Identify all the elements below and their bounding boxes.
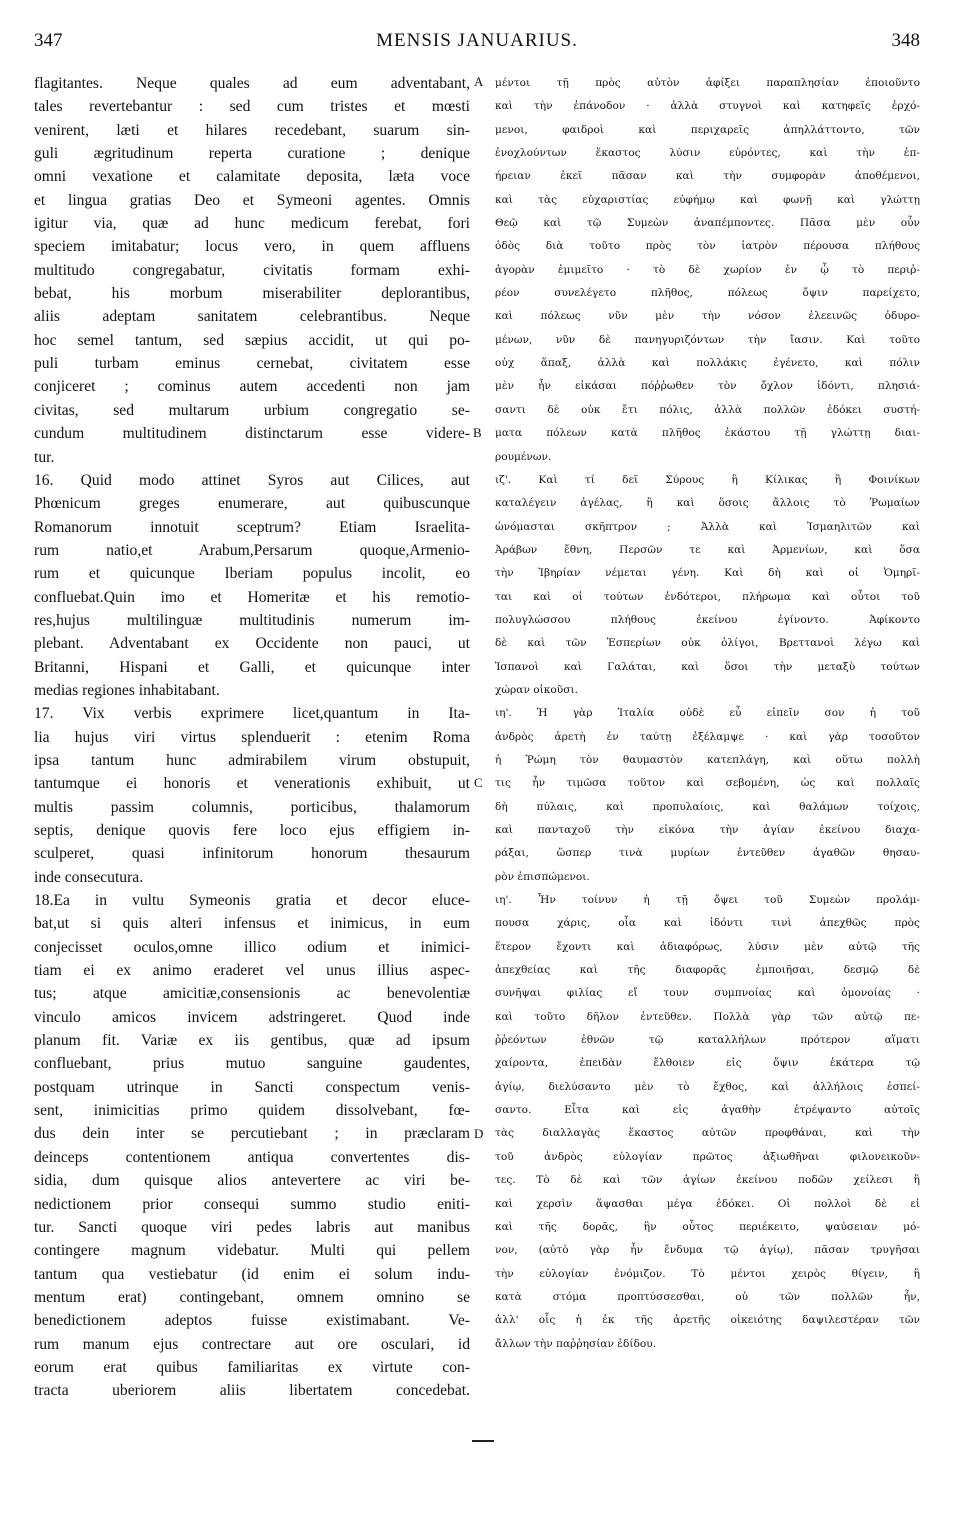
running-title: MENSIS JANUARIUS.: [376, 30, 578, 51]
greek-text-line: ιη'. Ἦν τοίνυν ἡ τῇ ὄψει τοῦ Συμεὼν προλάμ-: [495, 894, 920, 907]
latin-text-line: tur. Sancti quoque viri pedes labris aut manibus: [34, 1218, 470, 1236]
latin-text-line: medias regiones inhabitabant.: [34, 681, 220, 699]
latin-text-line: multis passim columnis, porticibus, thalamorum: [34, 798, 470, 816]
greek-text-line: ρὸν ἐπισπώμενοι.: [495, 870, 590, 883]
greek-text-line: ὁδὸς διὰ τοῦτο πρὸς τὸν ἰατρὸν πέρουσα πλήθους: [495, 240, 920, 253]
greek-text-line: Ἱσπανοὶ καὶ Γαλάται, καὶ ὅσοι τὴν μεταξὺ τούτων: [495, 660, 920, 673]
greek-text-line: ἄλλων τὴν παῤῥησίαν ἐδίδου.: [495, 1337, 657, 1350]
page-number-right: 348: [891, 30, 920, 51]
latin-text-line: conjecisset oculos,omne illico odium et inimici-: [34, 938, 470, 956]
latin-text-line: deinceps contentionem antiqua convertentes dis-: [34, 1148, 470, 1166]
latin-text-line: eorum erat quibus familiaritas ex virtute con-: [34, 1358, 470, 1376]
end-rule: [472, 1440, 494, 1442]
greek-text-line: ματα πόλεων κατὰ πλῆθος ἑκάστου τῇ γλώττῃ διαι-: [495, 427, 920, 440]
greek-text-line: Ἀράβων ἔθνη, Περσῶν τε καὶ Ἀρμενίων, καὶ ὅσα: [495, 543, 920, 556]
latin-text-line: Phœnicum greges enumerare, aut quibuscunque: [34, 495, 470, 513]
latin-text-line: 18.Ea in vultu Symeonis gratia et decor eluce-: [34, 892, 470, 910]
margin-marker-c: C: [474, 775, 483, 790]
greek-text-line: ἕτερον ἔχοντι καὶ ἀδιαφόρως, λύσιν μὲν αὐτῷ τῆς: [495, 940, 920, 953]
margin-marker-a: A: [474, 74, 484, 89]
greek-column: [495, 72, 920, 1356]
greek-text-line: ιη'. Ἡ γὰρ Ἰταλία οὐδὲ εὖ εἰπεῖν σον ἡ τοῦ: [495, 707, 920, 720]
latin-text-line: cundum multitudinem distinctarum esse videre-: [34, 425, 470, 443]
greek-text-line: μέντοι τῇ πρὸς αὐτὸν ἀφίξει παραπλησίαν ἐποιοῦντο: [495, 77, 920, 89]
greek-text-line: χώραν οἰκοῦσι.: [495, 683, 578, 696]
greek-text-line: καὶ τὰς εὐχαριστίας εὐφήμῳ καὶ φωνῇ καὶ γλώττῃ: [495, 193, 920, 206]
greek-text-line: μένων, νῦν δὲ πανηγυριζόντων τὴν ἴασιν. Καὶ τοῦτο: [495, 333, 920, 346]
greek-text-line: καὶ χερσὶν ἅψασθαι μέγα ἐδόκει. Οἱ πολλοὶ δὲ εἰ: [495, 1197, 920, 1210]
latin-text-line: civitas, sed multarum urbium congregatio se-: [34, 401, 470, 419]
latin-text-line: tracta uberiorem aliis libertatem concedebat.: [34, 1382, 470, 1400]
greek-text-line: καὶ τὴν ἐπάνοδον · ἀλλὰ στυγνοὶ καὶ κατηφεῖς ἐρχό-: [495, 100, 920, 113]
latin-text-line: igitur via, quæ ad hunc medicum ferebat, fori: [34, 215, 470, 233]
greek-text-line: καὶ τῆς δορᾶς, ἣν οὗτος περιέκειτο, ψαύσειαν μό-: [495, 1220, 920, 1233]
greek-text-line: τις ἦν τιμῶσα τοῦτον καὶ σεβομένη, ὡς καὶ πολλαῖς: [495, 777, 920, 790]
latin-text-line: vinculo amicos invicem adstringeret. Quod inde: [34, 1008, 470, 1026]
greek-text-line: μὲν ἦν εἰκάσαι πόῤῥωθεν τὸν ὄχλον ἰδόντι, πλησιά-: [495, 380, 920, 393]
greek-text-line: ἀνδρὸς ἀρετὴ ἐν ταύτῃ ἐξέλαμψε · καὶ γὰρ τοσοῦτον: [495, 730, 920, 743]
latin-text-line: dus dein inter se percutiebant ; in præclaram: [34, 1125, 470, 1143]
greek-text-line: καὶ τοῦτο δῆλον ἐντεῦθεν. Πολλὰ γὰρ τῶν αὐτῷ πε-: [495, 1010, 920, 1023]
latin-text-line: res,hujus multilinguæ multitudinis numerum im-: [34, 611, 470, 629]
greek-text-line: οὐχ ἅπαξ, ἀλλὰ καὶ πολλάκις ἐγένετο, καὶ πόλιν: [495, 357, 920, 370]
greek-text-line: καὶ πανταχοῦ τὴν εἰκόνα τὴν ἁγίαν ἐκείνου διαχα-: [495, 824, 920, 836]
latin-text-line: planum fit. Variæ ex iis gentibus, quæ ad ipsum: [34, 1032, 470, 1050]
latin-text-line: tus; atque amicitiæ,consensionis ac benevolentiæ: [34, 985, 470, 1003]
latin-column: [34, 72, 470, 1403]
greek-text-line: καταλέγειν ἀγέλας, ἢ καὶ ὅσοις ἄλλοις τὸ Ῥωμαίων: [495, 497, 920, 510]
greek-text-line: ἁγίῳ, διελύσαντο μὲν τὸ ἔχθος, καὶ ἀλλήλοις ἐσπεί-: [495, 1080, 920, 1093]
greek-text-line: τὴν Ἰβηρίαν νέμεται γένη. Καὶ δὴ καὶ οἱ Ὁμηρῖ-: [495, 567, 920, 580]
latin-text-line: inde consecutura.: [34, 868, 144, 886]
page-number-left: 347: [34, 30, 63, 51]
latin-text-line: guli ægritudinum reperta curatione ; denique: [34, 145, 470, 163]
greek-text-line: χαίροντα, ἐπειδὰν ἔλθοιεν εἰς ὄψιν ἑκάτερα τῷ: [495, 1057, 920, 1070]
latin-text-line: 16. Quid modo attinet Syros aut Cilices, aut: [34, 471, 470, 489]
latin-text-line: tantum qua vestiebatur (id enim ei solum indu-: [34, 1265, 470, 1283]
latin-text-line: tantumque ei honoris et venerationis exhibuit, ut: [34, 775, 470, 793]
greek-text-line: ιζ'. Καὶ τί δεῖ Σύρους ἢ Κίλικας ἢ Φοινίκων: [495, 473, 920, 486]
latin-text-line: rum manum ejus contrectare aut ore osculari, id: [34, 1335, 470, 1353]
running-header: [34, 30, 920, 60]
greek-text-line: ἡ Ῥώμη τὸν θαυμαστὸν κατεπλάγη, καὶ οὕτω πολλὴ: [495, 753, 920, 766]
greek-text-line: καὶ πόλεως νῦν μὲν τὴν νόσον ἐλεεινῶς ὀδυρο-: [495, 310, 920, 323]
latin-text-line: conjiceret ; cominus autem accedenti non jam: [34, 378, 470, 396]
latin-text-line: sidia, dum quisque alios antevertere ac viri be-: [34, 1172, 470, 1190]
latin-text-line: Romanorum innotuit sceptrum? Etiam Israelita-: [34, 518, 470, 536]
greek-text-line: μενοι, φαιδροὶ καὶ περιχαρεῖς ἀπηλλάττοντο, τῶν: [495, 123, 920, 136]
latin-text-line: confluebant, prius mutuo sanguine gaudentes,: [34, 1055, 470, 1073]
latin-text-line: puli turbam eminus cernebat, civitatem esse: [34, 355, 470, 373]
latin-text-line: sent, inimicitias primo quidem dissolvebant, fœ-: [34, 1102, 470, 1120]
greek-text-line: ἀπεχθείας καὶ τῆς διαφορᾶς ἐμποιῆσαι, δεσμῷ δὲ: [495, 964, 920, 977]
greek-text-line: ται καὶ οἱ τούτων ἐνδότεροι, πλήρωμα καὶ οὗτοι τοῦ: [495, 590, 920, 603]
latin-text-line: Britanni, Hispani et Galli, et quicunque inter: [34, 658, 470, 676]
latin-text-line: 17. Vix verbis exprimere licet,quantum in Ita-: [34, 705, 470, 723]
latin-text-line: bebat, his morbum miserabiliter deplorantibus,: [34, 285, 470, 303]
latin-text-line: contingere magnum videbatur. Multi qui pellem: [34, 1242, 470, 1260]
latin-text-line: hoc semel tantum, sed sæpius accidit, ut qui po-: [34, 331, 470, 349]
latin-text-line: flagitantes. Neque quales ad eum adventabant,: [34, 75, 470, 92]
greek-text-line: δὴ πύλαις, καὶ προπυλαίοις, καὶ θαλάμων τοίχοις,: [495, 800, 920, 813]
greek-text-line: συνῆψαι φιλίας εἴ τουν συμπνοίας καὶ ὁμονοίας ·: [495, 987, 920, 1000]
greek-text-line: ὠνόμασται σκῆπτρον ; Ἀλλὰ καὶ Ἰσμαηλιτῶν καὶ: [495, 520, 920, 533]
greek-text-line: ήρειαν ἐκεῖ πᾶσαν καὶ τὴν συμφορὰν ἀποθέμενοι,: [495, 170, 920, 183]
greek-text-line: σαντο. Εἶτα καὶ εἰς ἀγαθὴν ἐτρέψαντο αὐτοῖς: [495, 1104, 920, 1117]
latin-text-line: nedictionem prior consequi summo studio eniti-: [34, 1195, 470, 1213]
greek-text-line: κατὰ στόμα προπτύσσεσθαι, οὐ τῶν πολλῶν ἦν,: [495, 1290, 920, 1303]
latin-text-line: tiam ei ex animo eraderet vel unus illius aspec-: [34, 962, 470, 980]
latin-text-line: venirent, læti et hilares recedebant, suarum sin-: [34, 121, 470, 139]
latin-text-line: tales revertebantur : sed cum tristes et mœsti: [34, 98, 470, 116]
greek-text-line: δὲ καὶ τῶν Ἑσπερίων οὐκ ὀλίγοι, Βρεττανοὶ λέγω καὶ: [495, 637, 920, 650]
latin-text-line: omni vexatione et calamitate deposita, læta voce: [34, 168, 470, 186]
latin-text-line: ipsa tantum hunc admirabilem virum obstupuit,: [34, 751, 470, 769]
greek-text-line: ῤῥεόντων ἐθνῶν τῷ καταλλήλων πρότερον αἵματι: [495, 1034, 920, 1047]
margin-marker-b: B: [473, 425, 482, 440]
greek-text-line: πουσα χάρις, οἷα καὶ ἰδόντι τινὶ ἀπεχθῶς πρὸς: [495, 917, 920, 930]
greek-text-line: ἐνοχλούντων ἕκαστος λύσιν εὑρόντες, καὶ τὴν ἐπ-: [495, 147, 920, 160]
greek-text-line: Θεῷ καὶ τῷ Συμεὼν ἀναπέμποντες. Πᾶσα μὲν οὖν: [495, 217, 920, 230]
greek-text-line: ράξαι, ὥσπερ τινὰ μυρίων ἐντεῦθεν ἀγαθῶν θησαυ-: [495, 847, 920, 860]
greek-text-line: πολυγλώσσου πλήθους ἐκείνου ἐγίνοντο. Ἀφίκοντο: [495, 613, 920, 626]
latin-text-line: rum et quicunque Iberiam populus incolit, eo: [34, 565, 470, 583]
greek-text-line: ρέον συνελέγετο πλῆθος, πόλεως ὄψιν παρείχετο,: [495, 287, 920, 300]
latin-text-line: postquam utrinque in Sancti conspectum venis-: [34, 1078, 470, 1096]
latin-text-line: septis, denique quovis fere loco ejus effigiem in-: [34, 822, 470, 839]
greek-text-line: ἀλλ' οἷς ἡ ἐκ τῆς ἀρετῆς οἰκειότης δαψιλεστέραν τῶν: [495, 1314, 920, 1327]
latin-text-line: aliis adeptam sanitatem celebrantibus. Neque: [34, 308, 470, 326]
greek-text-line: ρουμένων.: [495, 450, 552, 463]
latin-text-line: confluebat.Quin imo et Homeritæ et his remotio-: [34, 588, 470, 606]
latin-text-line: speciem imitabatur; locus vero, in quem affluens: [34, 238, 470, 256]
greek-text-line: τοῦ ἀνδρὸς εὐλογίαν πρῶτος ἀξιωθῆναι φιλονεικοῦν-: [495, 1150, 920, 1163]
greek-text-line: τες. Τὸ δὲ καὶ τῶν ἁγίων ἐκείνου ποδῶν χείλεσι ἢ: [495, 1174, 920, 1187]
latin-text-line: sculperet, quasi infinitorum honorum thesaurum: [34, 845, 470, 863]
greek-text-line: ἀγορὰν ἐμιμεῖτο · τὸ δὲ χωρίον ἐν ᾧ τὸ περιῤ-: [495, 263, 920, 276]
greek-text-line: σαντι δὲ οὐκ ἔτι πόλις, ἀλλὰ πολλῶν ἐδόκει συστή-: [495, 403, 920, 416]
latin-text-line: tur.: [34, 448, 55, 466]
latin-text-line: et lingua gratias Deo et Symeoni agentes. Omnis: [34, 191, 470, 209]
latin-text-line: plebant. Adventabant ex Occidente non pauci, ut: [34, 635, 470, 653]
latin-text-line: mentum erat) contingebant, omnem omnino se: [34, 1288, 470, 1306]
greek-text-line: τὰς διαλλαγὰς ἕκαστος αὐτῶν προφθάναι, καὶ τὴν: [495, 1127, 920, 1140]
latin-text-line: lia hujus viri virtus splenduerit : etenim Roma: [34, 728, 470, 746]
greek-text-line: νον, (αὐτὸ γὰρ ἦν ἔνδυμα τῷ ἁγίῳ), πᾶσαν τρυγῆσαι: [495, 1244, 920, 1257]
latin-text-line: bat,ut si quis alteri infensus et inimicus, in eum: [34, 915, 470, 933]
latin-text-line: benedictionem adeptos fuisse existimabant. Ve-: [34, 1312, 470, 1330]
latin-text-line: rum natio,et Arabum,Persarum quoque,Armenio-: [34, 541, 470, 559]
margin-marker-d: D: [474, 1126, 484, 1141]
latin-text-line: multitudo congregabatur, civitatis formam exhi-: [34, 261, 470, 279]
greek-text-line: τὴν εὐλογίαν ἐνόμιζον. Τὸ μέντοι χειρὸς θίγειν, ἢ: [495, 1267, 920, 1280]
